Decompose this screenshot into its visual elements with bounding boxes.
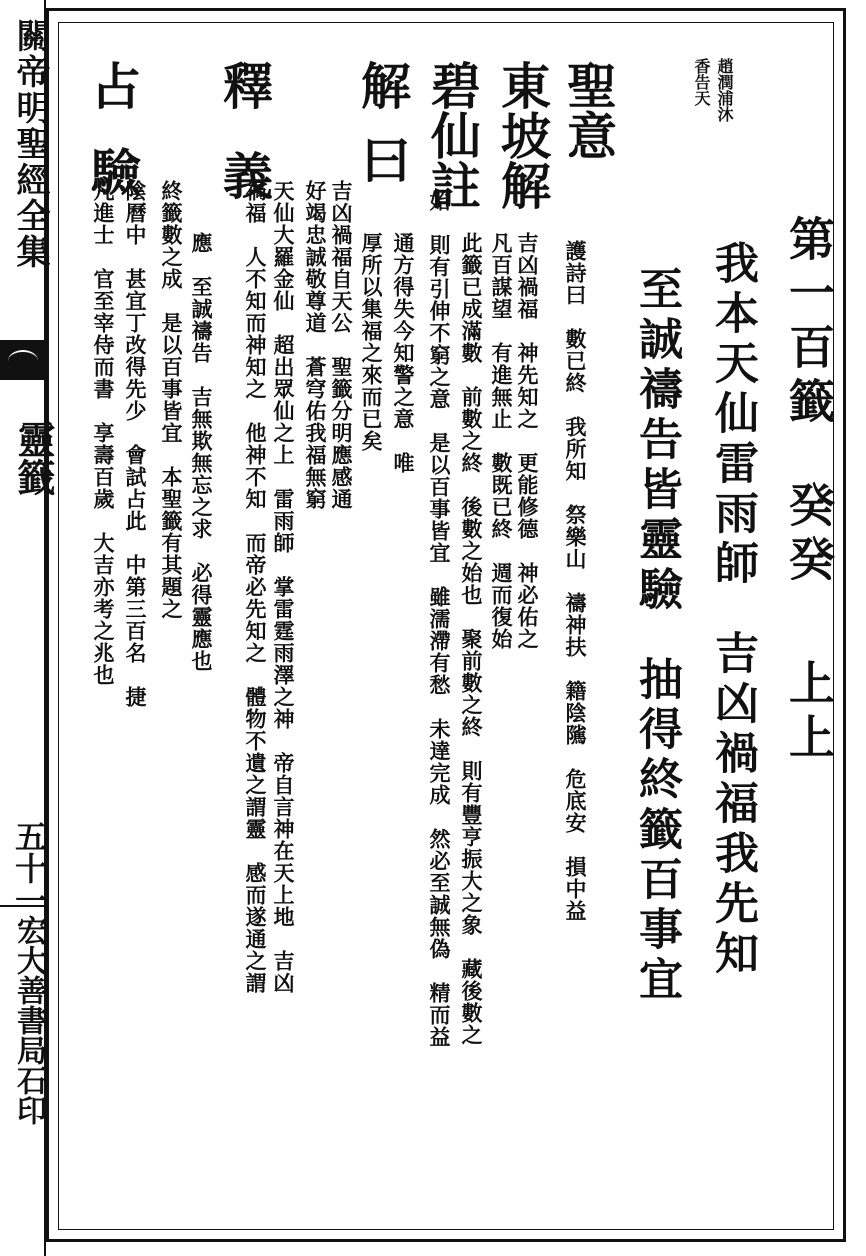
jieyue-text-1: 通方得失今知警之意 唯 xyxy=(391,232,416,474)
label-zhanyan: 占驗 xyxy=(83,60,142,232)
label-bixian: 碧仙註 xyxy=(423,60,482,210)
page-number: 五十一 xyxy=(10,820,48,916)
shiyi-text-2: 禍福 人不知而神知之 他神不知 而帝必先知之 體物不遺之謂靈 感而遂通之謂 xyxy=(243,180,268,994)
shiyi-text-3: 應 至誠禱告 吉無欺無忘之求 必得靈應也 xyxy=(189,232,214,672)
zhanyan-text-2: 凡進士 官至宰侍而書 享壽百歲 大吉亦考之兆也 xyxy=(91,180,116,686)
zhanyan-text-1: 陰曆中 甚宜丁改得先少 會試占此 中第三百名 捷 xyxy=(123,180,148,708)
label-shiyi: 釋義 xyxy=(215,60,274,240)
attribution-line-1: 趙潤浦沐 xyxy=(715,58,734,122)
label-shengyi: 聖意 xyxy=(559,60,618,160)
poem-line-1a: 我本天仙雷雨師 xyxy=(707,240,758,590)
publisher: 宏大善書局石印 xyxy=(11,915,46,1125)
poem-line-1 xyxy=(700,240,764,980)
shiyi-text-4: 終籤數之成 是以百事皆宜 本聖籤有其題之 xyxy=(159,180,184,620)
jieyue-text-4: 好竭忠誠敬尊道 蒼穹佑我福無窮 xyxy=(303,180,328,510)
lot-number: 第一百籤 xyxy=(782,215,836,431)
book-title: 關帝明聖經全集 xyxy=(10,18,50,270)
label-dongpo: 東坡解 xyxy=(493,60,552,210)
margin-divider xyxy=(0,905,46,907)
bixian-text-2: 始 則有引伸不窮之意 是以百事皆宜 雖濡滯有愁 未達完成 然必至誠無偽 精而益 xyxy=(427,190,452,1048)
dongpo-text-1: 吉凶禍福 神先知之 更能修德 神必佑之 xyxy=(515,232,540,650)
fish-tail-mark-icon xyxy=(8,350,38,372)
label-jieyue: 解曰 xyxy=(353,60,412,208)
page-margin xyxy=(0,0,56,1256)
jieyue-text-3: 吉凶禍福自天公 聖籤分明應感通 xyxy=(329,180,354,510)
section-title: 靈籤 xyxy=(11,420,56,496)
attribution-line-2: 香告天 xyxy=(692,58,711,106)
dongpo-text-2: 凡百謀望 有進無止 數既已終 週而復始 xyxy=(489,232,514,650)
lot-title xyxy=(776,215,842,767)
jieyue-text-2: 厚所以集福之來而已矣 xyxy=(359,232,384,452)
bixian-text-1: 此籤已成滿數 前數之終 後數之始也 聚前數之終 則有豐亨振大之象 藏後數之 xyxy=(459,232,484,1046)
shiyi-text-1: 天仙大羅金仙 超出眾仙之上 雷雨師 掌雷霆雨澤之神 帝自言神在天上地 吉凶 xyxy=(271,180,296,994)
lot-cyclic: 癸癸 xyxy=(782,481,836,589)
poem-line-2 xyxy=(624,266,688,1006)
poem-line-1b: 吉凶禍福我先知 xyxy=(707,630,758,980)
poem-line-2a: 至誠禱告皆靈驗 xyxy=(631,266,682,616)
shengyi-text: 護詩曰 數已終 我所知 祭樂山 禱神扶 籍陰隲 危底安 損中益 xyxy=(563,240,588,922)
lot-rank: 上上 xyxy=(782,659,836,767)
poem-line-2b: 抽得終籤百事宜 xyxy=(631,656,682,1006)
